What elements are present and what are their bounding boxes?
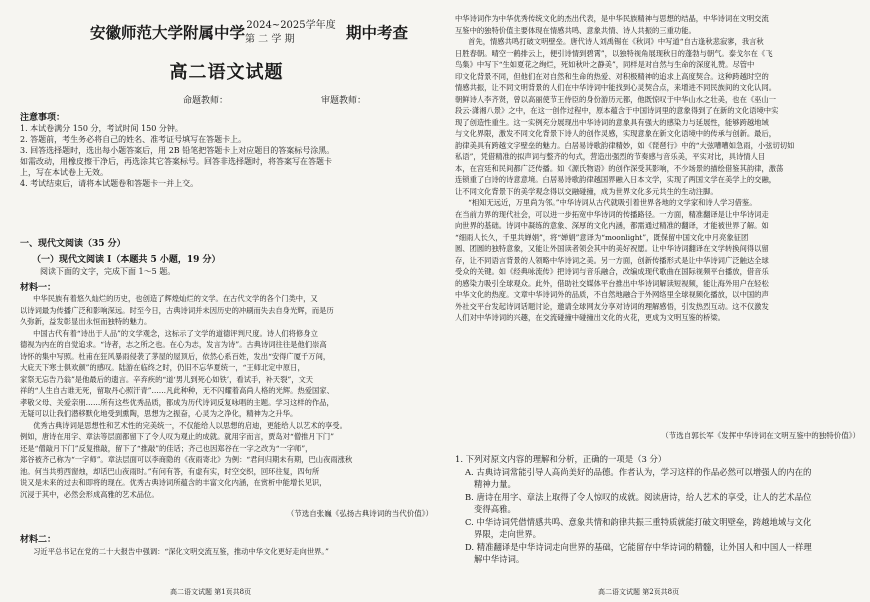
school-year: 2024~2025学年度 (246, 20, 336, 31)
material2-label: 材料二： (20, 535, 57, 545)
exam-title: 高二语文试题 (169, 62, 284, 83)
paragraph-line: 中华文化的热度。文章中华诗词外的品质，不自然地融合于外网络里全球视频化播放，以中国的声 (455, 290, 769, 299)
footer-left: 高二语文试题 第1页共8页 (170, 588, 252, 596)
option-d: D. 精准翻译是中华诗词走向世界的基础，它能留存中华诗词的精髓，让外国人和中国人一样理 (465, 541, 812, 552)
paragraph-line: “相知无远近，万里尚为邻。”中华诗词从古代就吸引着世界各地的文学家和诗人学习借鉴。 (468, 198, 757, 207)
note-line: 4. 考试结束后，请将本试题卷和答题卡一并上交。 (20, 179, 199, 188)
paragraph-line: 连锁重了白诗的诗意意境。白居易诗歌韵律越国界融入日本文学，实现了两国文学在美学上的交融， (455, 175, 777, 184)
paragraph-line: 人们对中华诗词的兴趣，在交流碰撞中碰撞出文化的火花，更成为文明互鉴的桥梁。 (455, 313, 725, 322)
paragraph-line: 圆、团圆的独特意象，又能让外国读者领会其中的美好祝愿。让中华诗词翻译在文学转换间得以留 (455, 244, 769, 253)
paragraph-line: 久弥新，益发彰显出永恒而独特的魅力。 (20, 317, 152, 326)
right-column (455, 0, 860, 602)
notes-heading: 注意事项： (20, 113, 66, 123)
paragraph-line: 郑谷被齐己称为“一字师”。章法层面可以李商隐的《夜雨寄北》为例：“君问归期未有期，巴山夜雨涨秋 (20, 455, 353, 464)
note-line: 2. 答题前，考生务必将自己的姓名、准考证号填写在答题卡上。 (20, 135, 247, 144)
note-line: 如需改动，用橡皮擦干净后，再选涂其它答案标号。回答非选择题时，将答案写在答题卡 (20, 157, 332, 166)
paragraph-line: 朝鲜诗人李齐贤，曾以高丽使节王侍臣的身份游历元都，他既惊叹于中华山水之壮美，也在《巫山一 (455, 94, 777, 104)
reviewer-label: 审题教师： (321, 96, 367, 106)
option-a-cont: 精神力量。 (474, 479, 516, 489)
option-b: B. 唐诗在用字、章法上取得了令人惊叹的成就。阅读唐诗，给人艺术的享受，让人的艺术品位 (465, 491, 812, 502)
paragraph-line: 中华诗词作为中华优秀传统文化的杰出代表，是中华民族精神与思想的结晶，中华诗词在文明交流 (455, 14, 769, 23)
material1-label: 材料一： (20, 283, 57, 293)
paragraph-line: 在当前力界的现代社会，可以进一步拓宽中华诗词的传播路径。一方面，精准翻译是让中华诗词走 (455, 209, 769, 219)
paragraph-line: 互鉴中的独特价值主要体现在情感共鸣、意象共情、诗人共振的三重功能。 (455, 25, 696, 35)
paragraph-line: 中华民族有着悠久灿烂的历史，也创造了辉煌灿烂的文学。在古代文学的各个门类中，又 (33, 294, 318, 303)
material1-body (20, 293, 433, 500)
school-name: 安徽师范大学附属中学 (90, 23, 246, 42)
reading-instruction: 阅读下面的文字，完成下面 1～5 题。 (40, 267, 176, 276)
option-c-cont: 界限，走向世界。 (474, 529, 541, 539)
paragraph-line: “细雨人长久，千里共婵娟”，将“婵娟”意译为“moonlight”，既保留中国文化中月亮象征团 (455, 232, 749, 242)
paragraph-line: 日胜春朝。晴空一鹤排云上，便引诗情到碧霄”，以独特视角展现秋日的蓬勃与朝气。泰戈尔在《飞 (455, 48, 773, 58)
exam-name: 期中考查 (346, 23, 409, 42)
semester-block (245, 19, 337, 47)
paragraph-line: 祥的“人生自古谁无死，留取丹心照汗青”……凡此种种，无不闪耀着高尚人格的光辉。热爱国家、 (20, 386, 334, 395)
question-1 (455, 453, 860, 566)
paragraph-line: 让不同文化背景下的美学观念得以交融碰撞，成为世界文化多元共生的生动注脚。 (455, 186, 718, 196)
paragraph-line: 诗怀的集中写照。杜甫在狂风暴雨侵袭了茅屋的屋顶后，依然心系百姓，发出“安得广厦千万间， (20, 351, 331, 361)
paragraph-line: 受众的关键。如《经典咏流传》把诗词与音乐融合，改编成现代歌曲在国际视频平台播放，借音乐 (455, 267, 769, 276)
option-d-cont: 解中华诗词。 (474, 554, 525, 564)
material2-source: （节选自郭长军《发挥中华诗词在文明互鉴中的独特价值》） (661, 431, 860, 440)
paragraph-line: 还是“僧敲月下门”反复推敲，留下了“推敲”的佳话；齐己也因郑谷在一字之改为“一字师”， (20, 443, 313, 453)
paragraph-line: 德视为内在的自觉追求。“诗者，志之所之也。在心为志，发言为诗”。古典诗词往往是他们崇高 (20, 340, 327, 349)
question-stem: 1. 下列对原文内容的理解和分析，正确的一项是（3 分） (455, 454, 667, 464)
footer-right: 高二语文试题 第2页共8页 (598, 588, 680, 596)
paragraph-line: 向世界的基础。诗词中凝练的意象、深厚的文化内涵，都需通过精准的翻译，才能被世界了解。如 (455, 221, 769, 230)
paragraph-line: 情感共振，让不同文明背景的人们在中华诗词中能找到心灵契合点，来增进不同民族间的文化认同。 (455, 83, 777, 92)
note-line: 1. 本试卷满分 150 分，考试时间 150 分钟。 (20, 124, 183, 133)
paragraph-line: 现了创造性重生。这一实例充分展现出中华诗词的意象具有强大的感染力与延展性，能够跨越地域 (455, 117, 769, 127)
section-title: 一、现代文阅读（35 分） (20, 239, 126, 249)
paragraph-line: 印文化背景不同，但他们在对自然和生命的热爱、对积极精神的追求上高度契合。这种跨越时空的 (455, 71, 769, 81)
subsection-title: （一）现代文阅读 I（本题共 5 小题，19 分） (32, 255, 221, 265)
paragraph-line: 沉浸于其中，必然会形成高雅的艺术品位。 (20, 489, 159, 499)
option-c: C. 中华诗词凭借情感共鸣、意象共情和韵律共振三重特质就能打破文明壁垒，跨越地域与文化 (465, 516, 812, 527)
material2-intro (20, 546, 433, 558)
paragraph-line: 本，在宫廷和民间都广泛传播。如《源氏物语》的创作深受其影响，不少场景的描绘借鉴其韵律，激荡 (455, 163, 784, 173)
paragraph-line: 段云·潇湘八景》之中，在这一创作过程中，原本蕴含于中国诗词里的意象得到了在新的文化语境中实 (455, 106, 779, 115)
option-a: A. 古典诗词常能引导人高尚美好的品德。作者认为，学习这样的作品必然可以增强人的内在的 (465, 466, 812, 477)
paragraph-line: 首先，情感共鸣打破文明壁垒。唐代诗人刘禹锡在《秋词》中写道“自古逢秋悲寂寥，我言秋 (468, 37, 764, 46)
paragraph-line: 家祭无忘告乃翁”是他最后的遗言。辛弃疾的“道‘男儿到死心如铁’，看试手，补天裂”，文天 (20, 374, 314, 384)
paragraph-line: 鸟集》中写下“生如夏花之绚烂，死如秋叶之静美”，同样是对自然与生命的深度礼赞。尽管中 (455, 60, 755, 69)
note-line: 3. 回答选择题时，选出每小题答案后，用 2B 铅笔把答题卡上对应题目的答案标号涂黑。 (20, 146, 335, 155)
option-b-cont: 变得高雅。 (474, 504, 516, 514)
material1-source: （节选自张巍《弘扬古典诗词的当代价值》） (286, 509, 433, 518)
paragraph-line: 与文化界限，激发不同文化背景下诗人的创作灵感，实现意象在新文化语境中的传承与创新。最后， (455, 129, 777, 138)
notes-list (20, 123, 433, 189)
semester: 第 二 学 期 (245, 34, 295, 45)
paragraph-line: 孝敬父母、关爱亲朋……所有这些优秀品质，都成为历代诗词反复咏唱的主题。学习这样的作品， (20, 397, 334, 407)
setter-label: 命题教师： (183, 96, 229, 106)
paragraph-line: 私语”，凭借精准的拟声词与整齐的句式，营造出强烈的节奏感与音乐美，平实对比，具诗情人目 (455, 152, 766, 161)
paragraph-line: 存，让不同语言背景的人领略中华诗词之美。另一方面，创新传播形式是让中华诗词广泛触达全球 (455, 255, 769, 265)
paragraph-line: 无疑可以让我们潜移默化地受到熏陶，思想为之振奋，心灵为之净化，精神为之升华。 (20, 409, 298, 418)
paragraph-line: 以诗词最为传播广泛和影响深远。时至今日，古典诗词并未因历史的冲刷而失去自身光辉，而是历 (20, 305, 334, 315)
paragraph-line: 池。何当共剪西窗烛，却话巴山夜雨时。”有问有答，有虚有实，时空交织，回环往复，四句所 (20, 466, 320, 476)
paragraph-line: 大庇天下寒士俱欢颜”的感叹。陆游在临终之时，仍旧不忘华夏统一，“王师北定中原日， (20, 363, 305, 372)
left-column (20, 0, 433, 602)
paragraph-line: 韵律美具有跨越文字壁垒的魅力。白居易诗歌韵律精妙，如《琵琶行》中的“大弦嘈嘈如急雨，小弦切切如 (455, 140, 795, 150)
paragraph-line: 优秀古典诗词是思想性和艺术性的完美统一，不仅能给人以思想的启迪，更能给人以艺术的享受。 (33, 420, 347, 430)
material2-body (455, 13, 860, 324)
paragraph-line: 外社交平台发起诗词话题讨论，邀请全球网友分享对诗词的理解感悟，引发热烈互动。这不仅激发 (455, 301, 769, 311)
paragraph-line: 说又是未来的过去和即将的现在。优秀古典诗词所蕴含的丰富文化内涵，在赏析中能增长见识， (20, 478, 327, 487)
note-line: 上，写在本试卷上无效。 (20, 168, 108, 177)
paragraph-line: 例如，唐诗在用字、章法等层面都留下了令人叹为观止的成就。就用字而言，贾岛对“僧推月下门” (20, 432, 334, 441)
paragraph-line: 的感染力吸引全球观众。此外，借助社交媒体平台推出中华诗词解读短视频，能让海外用户在轻松 (455, 278, 769, 288)
paragraph-line: 中国古代有着“诗出于人品”的文学观念，这标示了文学的道德评判尺度。诗人们将修身立 (33, 328, 318, 338)
paragraph-line: 习近平总书记在党的二十大报告中强调：“深化文明交流互鉴，推动中华文化更好走向世界。” (33, 547, 329, 556)
